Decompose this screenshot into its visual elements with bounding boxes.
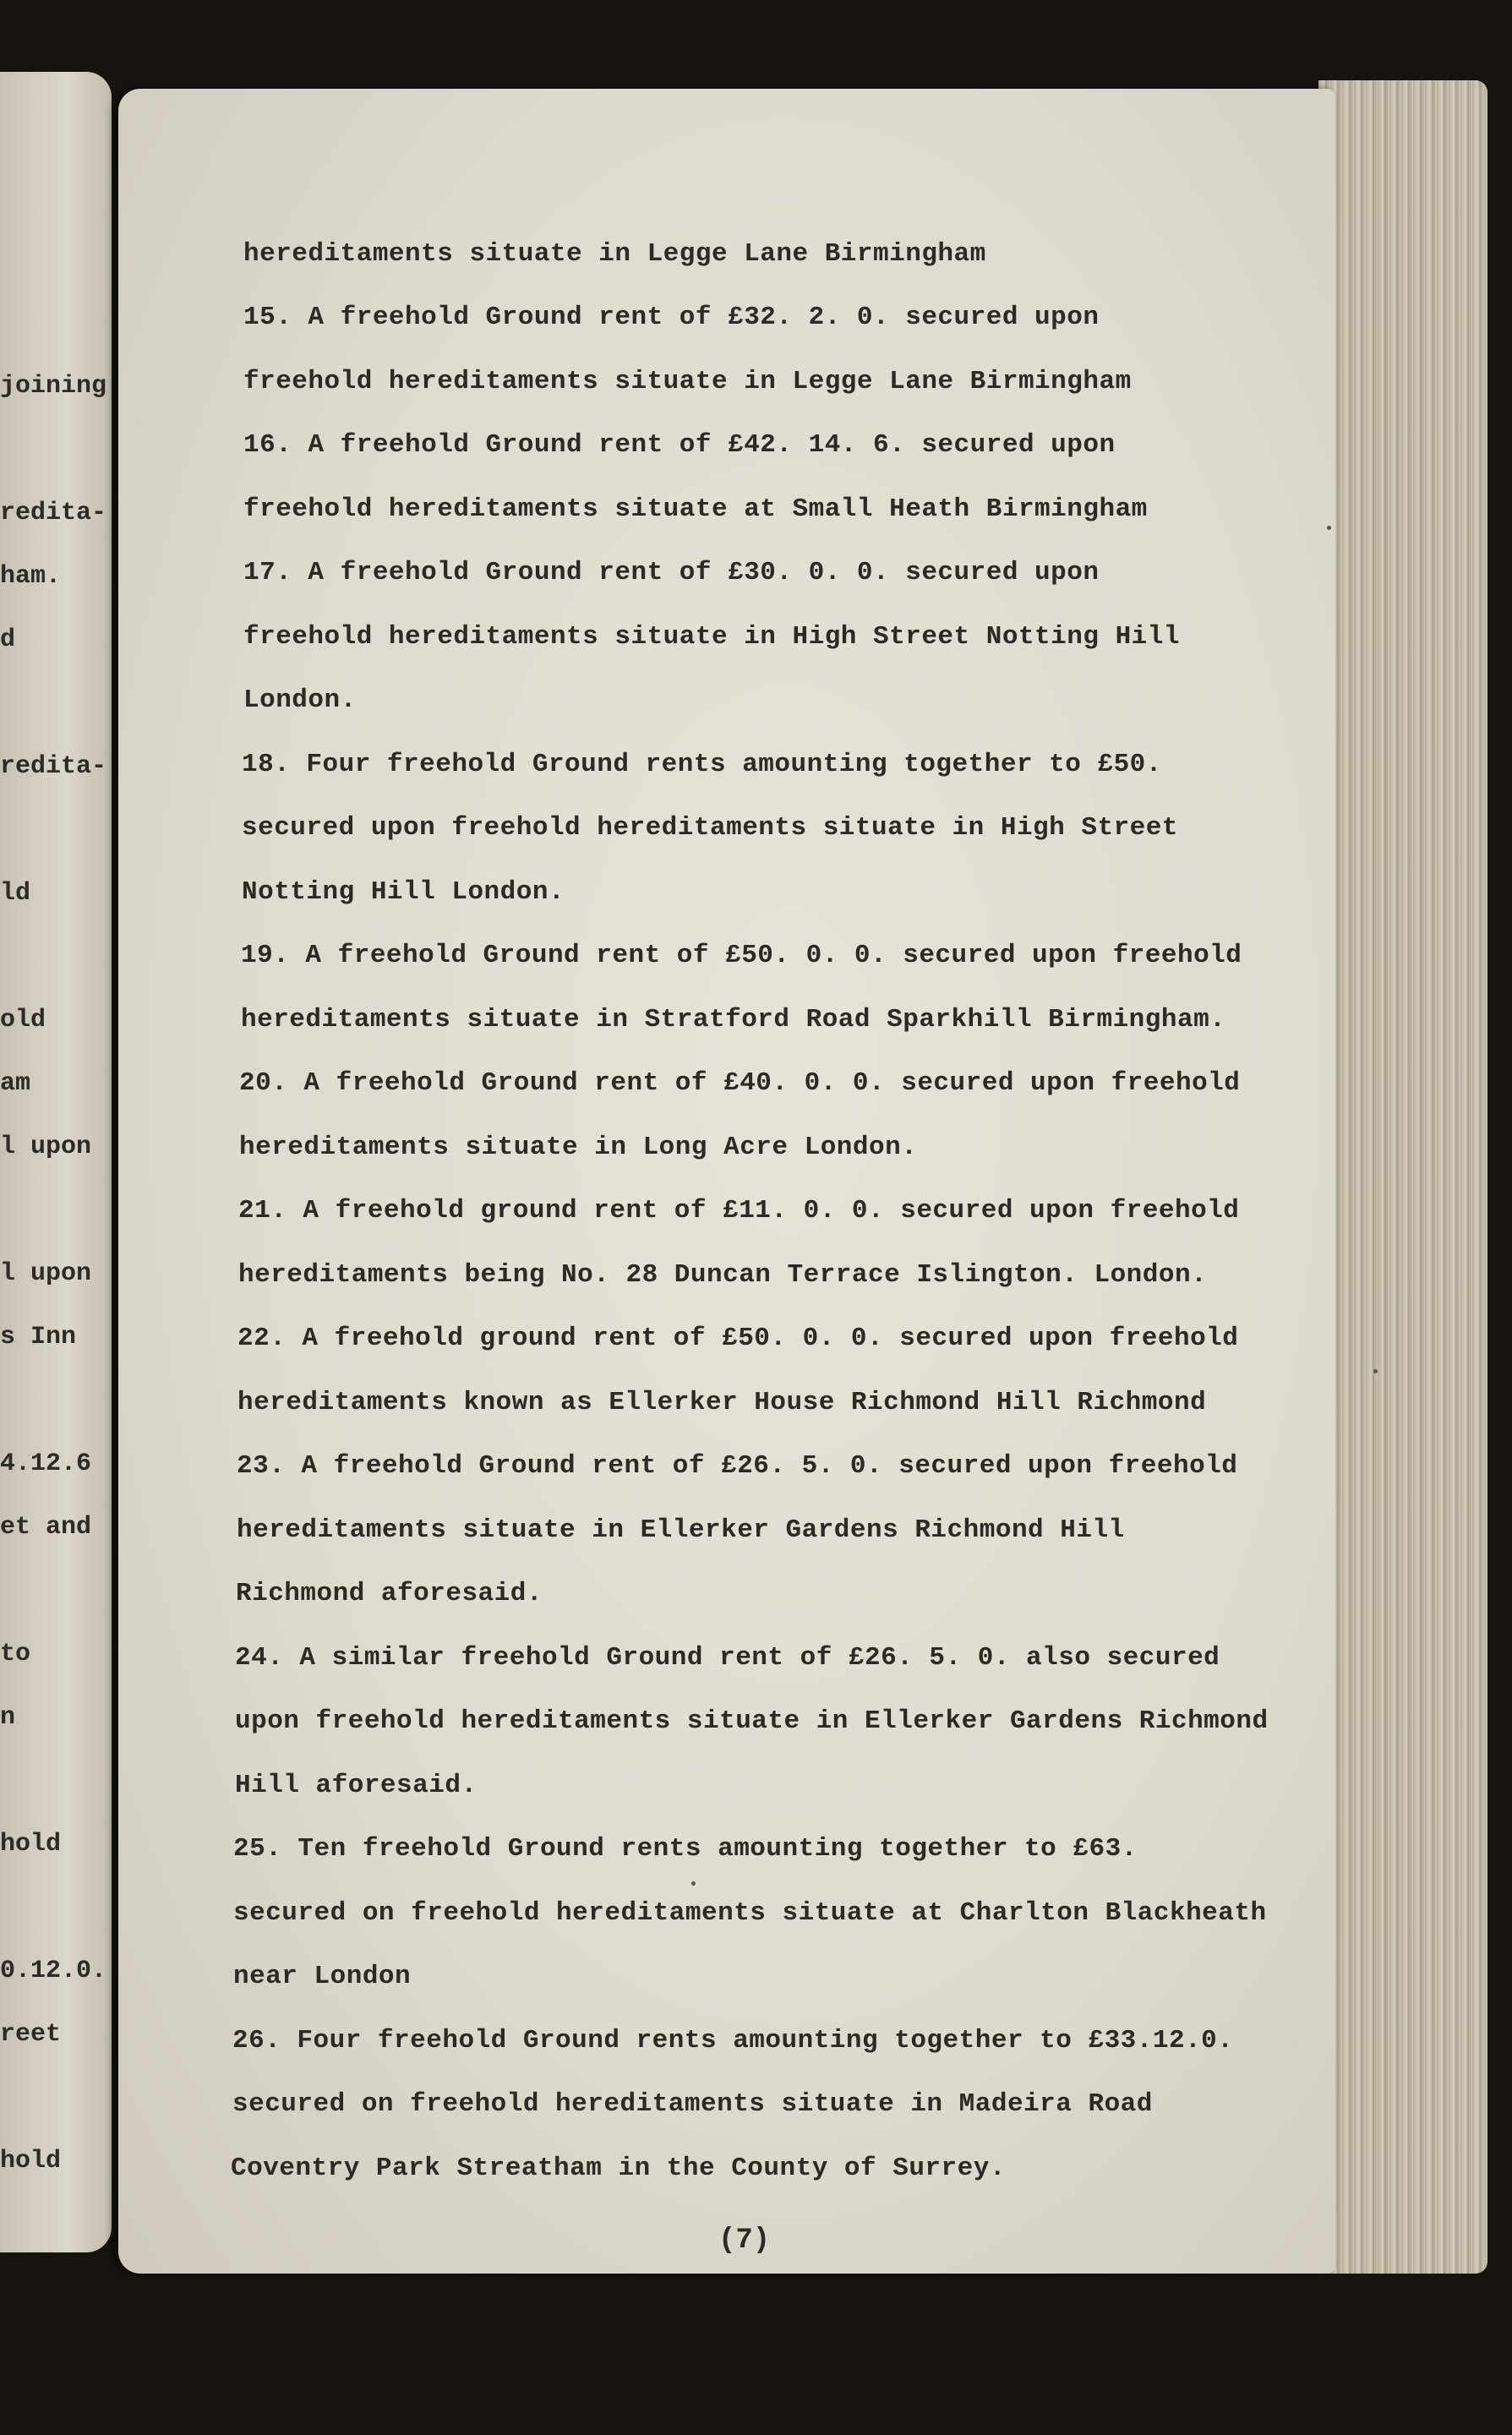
text-line: 17. A freehold Ground rent of £30. 0. 0. secured upon	[243, 558, 1100, 587]
paper-speck	[691, 1881, 696, 1886]
left-page-fragment: redita-	[0, 499, 107, 527]
text-line: freehold hereditaments situate at Small Heath Birmingham	[243, 494, 1148, 524]
left-page-fragment: 4.12.6	[0, 1450, 92, 1478]
text-line: 23. A freehold Ground rent of £26. 5. 0. secured upon freehold	[237, 1451, 1238, 1481]
left-page-fragment: am	[0, 1069, 31, 1098]
text-line: Hill aforesaid.	[235, 1771, 478, 1800]
text-line: hereditaments situate in Stratford Road Sparkhill Birmingham.	[241, 1005, 1226, 1035]
left-page-fragment: d	[0, 625, 16, 654]
text-line: Coventry Park Streatham in the County of Surrey.	[231, 2154, 1006, 2183]
text-line: secured on freehold hereditaments situate in Madeira Road	[232, 2089, 1153, 2119]
text-line: hereditaments situate in Long Acre London.	[239, 1133, 918, 1162]
text-line: hereditaments situate in Legge Lane Birmingham	[243, 239, 986, 269]
text-line: hereditaments situate in Ellerker Gardens Richmond Hill	[237, 1515, 1125, 1545]
page-number: (7)	[718, 2225, 771, 2257]
left-page-fragment: old	[0, 1006, 46, 1035]
text-line: 15. A freehold Ground rent of £32. 2. 0. secured upon	[243, 303, 1100, 332]
left-page-fragment: joining	[0, 372, 107, 401]
left-page-fragment: ham.	[0, 562, 62, 591]
left-page-fragment: et and	[0, 1513, 92, 1542]
text-line: hereditaments being No. 28 Duncan Terrace Islington. London.	[238, 1260, 1208, 1290]
page-edges	[1318, 80, 1487, 2274]
left-page-fragment: hold	[0, 1830, 62, 1859]
text-line: 20. A freehold Ground rent of £40. 0. 0. secured upon freehold	[239, 1068, 1241, 1098]
left-page-fragment: to	[0, 1640, 31, 1668]
text-line: Richmond aforesaid.	[236, 1579, 543, 1608]
document-page	[118, 89, 1335, 2274]
left-page-fragment: n	[0, 1703, 16, 1732]
left-page-fragment: l upon	[0, 1133, 92, 1161]
left-facing-page	[0, 72, 112, 2252]
text-line: secured on freehold hereditaments situate at Charlton Blackheath	[233, 1898, 1267, 1928]
text-line: 18. Four freehold Ground rents amounting together to £50.	[242, 750, 1162, 779]
left-page-fragment: 0.12.0.	[0, 1957, 107, 1985]
text-line: 26. Four freehold Ground rents amounting together to £33.12.0.	[232, 2026, 1234, 2056]
text-line: upon freehold hereditaments situate in Ellerker Gardens Richmond	[235, 1706, 1269, 1736]
left-page-fragment: ld	[0, 879, 31, 908]
text-line: 16. A freehold Ground rent of £42. 14. 6. secured upon	[243, 430, 1116, 460]
left-page-fragment: l upon	[0, 1259, 92, 1288]
text-line: 21. A freehold ground rent of £11. 0. 0. secured upon freehold	[238, 1196, 1240, 1226]
text-line: London.	[243, 685, 357, 715]
left-page-fragment: reet	[0, 2020, 62, 2049]
text-line: 19. A freehold Ground rent of £50. 0. 0. secured upon freehold	[241, 941, 1242, 970]
text-line: freehold hereditaments situate in High Street Notting Hill	[243, 622, 1180, 652]
text-line: 25. Ten freehold Ground rents amounting together to £63.	[233, 1834, 1138, 1864]
left-page-fragment: hold	[0, 2147, 62, 2176]
text-line: near London	[233, 1962, 412, 1991]
left-page-fragment: s Inn	[0, 1323, 77, 1351]
paper-speck	[1327, 526, 1331, 530]
text-line: secured upon freehold hereditaments situate in High Street	[242, 813, 1178, 843]
text-line: hereditaments known as Ellerker House Richmond Hill Richmond	[237, 1388, 1207, 1417]
text-line: freehold hereditaments situate in Legge Lane Birmingham	[243, 367, 1132, 396]
left-page-fragment: redita-	[0, 752, 107, 781]
text-line: Notting Hill London.	[242, 877, 565, 907]
paper-speck	[1373, 1369, 1378, 1373]
text-line: 24. A similar freehold Ground rent of £26. 5. 0. also secured	[235, 1643, 1220, 1673]
text-line: 22. A freehold ground rent of £50. 0. 0. secured upon freehold	[237, 1324, 1239, 1353]
